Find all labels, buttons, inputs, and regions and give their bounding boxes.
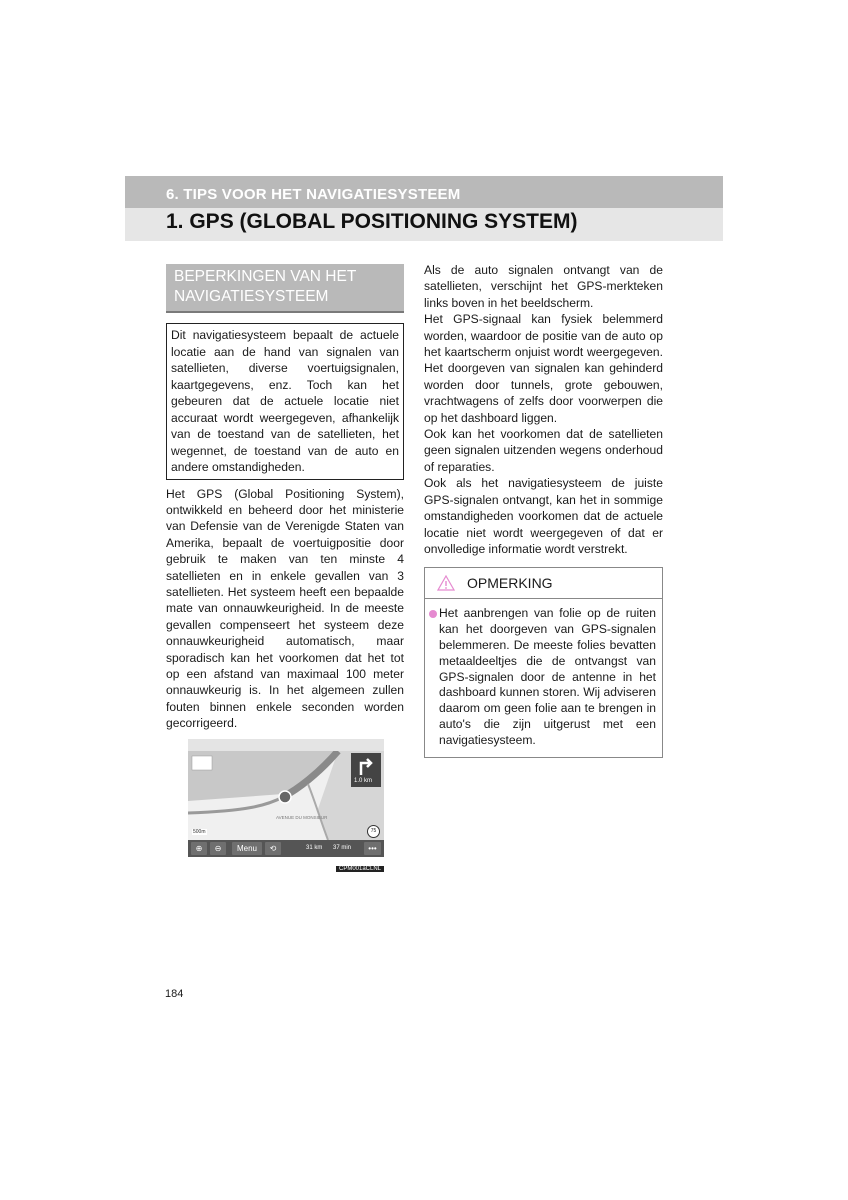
subsection-heading-line1: BEPERKINGEN VAN HET [174, 268, 357, 285]
paragraph-obstruction: Het GPS-signaal kan fysiek belemmerd worden, waardoor de positie van de auto op het kaartscherm onjuist wordt weergegeven. Het doorgeven van signalen kan gehinderd worden door tunnels, grote gebouwen, vrachtwagens of zelfs door voorwerpen die op het dashboard liggen. [424, 312, 663, 425]
figure-caption: CPM001aCLNL [336, 866, 384, 872]
subsection-heading-line2: NAVIGATIESYSTEEM [174, 288, 329, 305]
trip-distance: 31 km [306, 844, 323, 851]
left-column [166, 264, 404, 875]
note-box [424, 567, 663, 758]
bullet-icon [429, 610, 437, 618]
turn-guidance-panel [351, 753, 381, 787]
note-text: Het aanbrengen van folie op de ruiten kan het doorgeven van GPS-signalen belemmeren. De meeste folies bevatten metaaldeeltjes die de ontvangst van GPS-signalen door de antenne in het dashboard kunnen storen. Wij adviseren daarom om geen folie aan te brengen in auto's die zijn uitgerust met een navigatiesysteem. [439, 606, 656, 747]
speed-limit-badge: 75 [367, 825, 380, 838]
section-title: 1. GPS (GLOBAL POSITIONING SYSTEM) [166, 210, 578, 233]
paragraph-gps-mark: Als de auto signalen ontvangt van de satellieten, verschijnt het GPS-merkteken links boven in het beeldscherm. [424, 263, 663, 310]
right-column [424, 262, 663, 758]
turn-arrow-icon [351, 753, 381, 777]
paragraph-inaccuracy: Ook als het navigatiesysteem de juiste GPS-signalen ontvangt, kan het in sommige omstandigheden voorkomen dat de actuele locatie niet wordt weergegeven of dat er onvolledige informatie wordt verstrekt. [424, 476, 663, 556]
warning-triangle-icon [437, 575, 455, 591]
note-title: OPMERKING [467, 575, 553, 592]
navigation-screen-figure [188, 739, 384, 857]
paragraph-maintenance: Ook kan het voorkomen dat de satellieten geen signalen uitzenden wegens onderhoud of reparaties. [424, 427, 663, 474]
page-number: 184 [165, 988, 184, 1000]
trip-time: 37 min [333, 844, 352, 851]
map-scale: 500m [193, 828, 206, 835]
zoom-out-button[interactable]: ⊖ [210, 842, 226, 855]
note-body [425, 599, 662, 757]
street-name: AVENUE DU MONSIEUR [276, 814, 328, 820]
status-bar [188, 739, 384, 751]
recenter-icon[interactable]: ⟲ [265, 842, 281, 855]
chapter-title: 6. TIPS VOOR HET NAVIGATIESYSTEEM [166, 186, 461, 203]
notice-box: Dit navigatiesysteem bepaalt de actuele locatie aan de hand van signalen van satellieten, diverse voertuigsignalen, kaartgegevens, enz. Toch kan het gebeuren dat de actuele locatie niet accuraat wordt weergegeven, afhankelijk van de toestand van de satellieten, het wegennet, de toestand van de auto en andere omstandigheden. [166, 323, 404, 480]
zoom-in-button[interactable]: ⊕ [191, 842, 207, 855]
menu-button[interactable]: Menu [232, 842, 262, 855]
gps-paragraph: Het GPS (Global Positioning System), ontwikkeld en beheerd door het ministerie van Defensie van de Verenigde Staten van Amerika, bepaalt de voertuigpositie door gebruik te maken van ten minste 4 satellieten en in enkele gevallen van 3 satellieten. Het systeem heeft een bepaalde mate van onnauwkeurigheid. In de meeste gevallen compenseert het systeem deze onnauwkeurigheid automatisch, maar sporadisch kan het voorkomen dat het tot op een afstand van maximaal 100 meter onnauwkeurig is. In het algemeen zullen fouten binnen enkele seconden worden gecorrigeerd. [166, 486, 404, 731]
subsection-heading [166, 264, 404, 313]
note-header [425, 568, 662, 599]
turn-distance: 1.0 km [354, 777, 373, 784]
more-options-button[interactable]: ••• [364, 842, 381, 855]
